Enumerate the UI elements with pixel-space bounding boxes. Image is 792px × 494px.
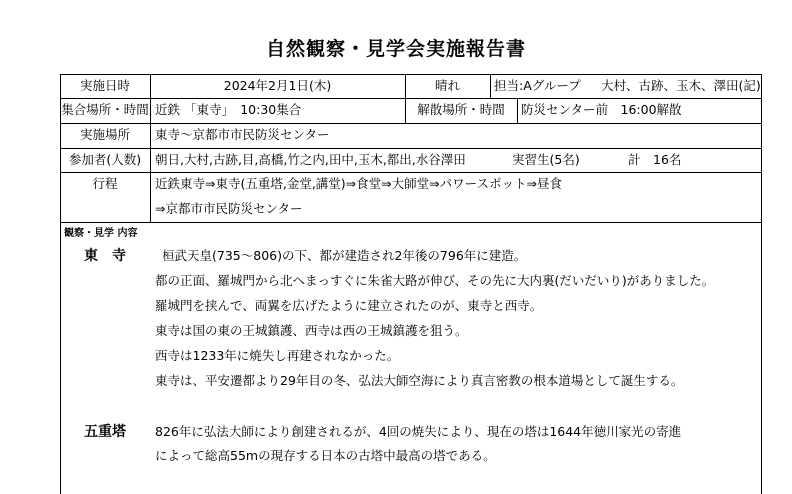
meet-label: 集合場所・時間 bbox=[61, 102, 149, 117]
toji-line: 桓武天皇(735～806)の下、都が建造され2年後の796年に建造。 bbox=[162, 248, 527, 263]
row-divider bbox=[60, 222, 761, 223]
meet-value: 近鉄 「東寺」 10:30集合 bbox=[155, 102, 302, 117]
toji-line: 羅城門を挟んで、両翼を広げたように建立されたのが、東寺と西寺。 bbox=[155, 298, 543, 313]
route-label: 行程 bbox=[92, 176, 118, 191]
route-line-2: ⇒京都市市民防災センター bbox=[155, 201, 303, 216]
charge-group: 担当:Aグループ bbox=[494, 78, 581, 93]
row-divider bbox=[60, 148, 761, 149]
dismiss-value: 防災センター前 16:00解散 bbox=[521, 102, 682, 117]
toji-heading: 東 寺 bbox=[84, 248, 126, 264]
weather-value: 晴れ bbox=[434, 78, 460, 93]
toji-line: 東寺は、平安遷都より29年目の冬、弘法大師空海により真言密教の根本道場として誕生する。 bbox=[155, 373, 684, 388]
participants-total: 計 16名 bbox=[628, 152, 682, 167]
column-divider bbox=[490, 74, 491, 98]
route-line-1: 近鉄東寺⇒東寺(五重塔,金堂,講堂)⇒食堂⇒大師堂⇒パワースポット⇒昼食 bbox=[155, 176, 562, 191]
toji-line: 都の正面、羅城門から北へまっすぐに朱雀大路が伸び、その先に大内裏(だいだいり)がありました。 bbox=[155, 273, 715, 288]
participants-trainees: 実習生(5名) bbox=[512, 152, 580, 167]
participants-names: 朝日,大村,古跡,目,高橋,竹之内,田中,玉木,都出,水谷澤田 bbox=[155, 152, 466, 167]
column-divider bbox=[517, 98, 518, 123]
date-label: 実施日時 bbox=[79, 78, 130, 93]
dismiss-label: 解散場所・時間 bbox=[417, 102, 505, 117]
pagoda-heading: 五重塔 bbox=[84, 424, 126, 440]
toji-line: 東寺は国の東の王城鎮護、西寺は西の王城鎮護を狙う。 bbox=[155, 323, 468, 338]
row-divider bbox=[60, 123, 761, 124]
date-value: 2024年2月1日(木) bbox=[223, 78, 332, 93]
place-label: 実施場所 bbox=[79, 127, 130, 142]
row-divider bbox=[60, 98, 761, 99]
participants-label: 参加者(人数) bbox=[68, 152, 142, 167]
charge-names: 大村、古跡、玉木、澤田(記) bbox=[601, 78, 761, 93]
toji-line: 西寺は1233年に焼失し再建されなかった。 bbox=[155, 348, 400, 363]
page-title: 自然観察・見学会実施報告書 bbox=[265, 38, 526, 60]
place-value: 東寺～京都市市民防災センター bbox=[155, 127, 330, 142]
pagoda-line: によって総高55mの現存する日本の古塔中最高の塔である。 bbox=[155, 448, 496, 463]
row-divider bbox=[60, 172, 761, 173]
pagoda-line: 826年に弘法大師により創建されるが、4回の焼失により、現在の塔は1644年徳川家光の寄進 bbox=[155, 424, 682, 439]
column-divider bbox=[150, 74, 151, 222]
row-divider bbox=[60, 74, 761, 75]
content-section-label: 観察・見学 内容 bbox=[64, 228, 138, 239]
